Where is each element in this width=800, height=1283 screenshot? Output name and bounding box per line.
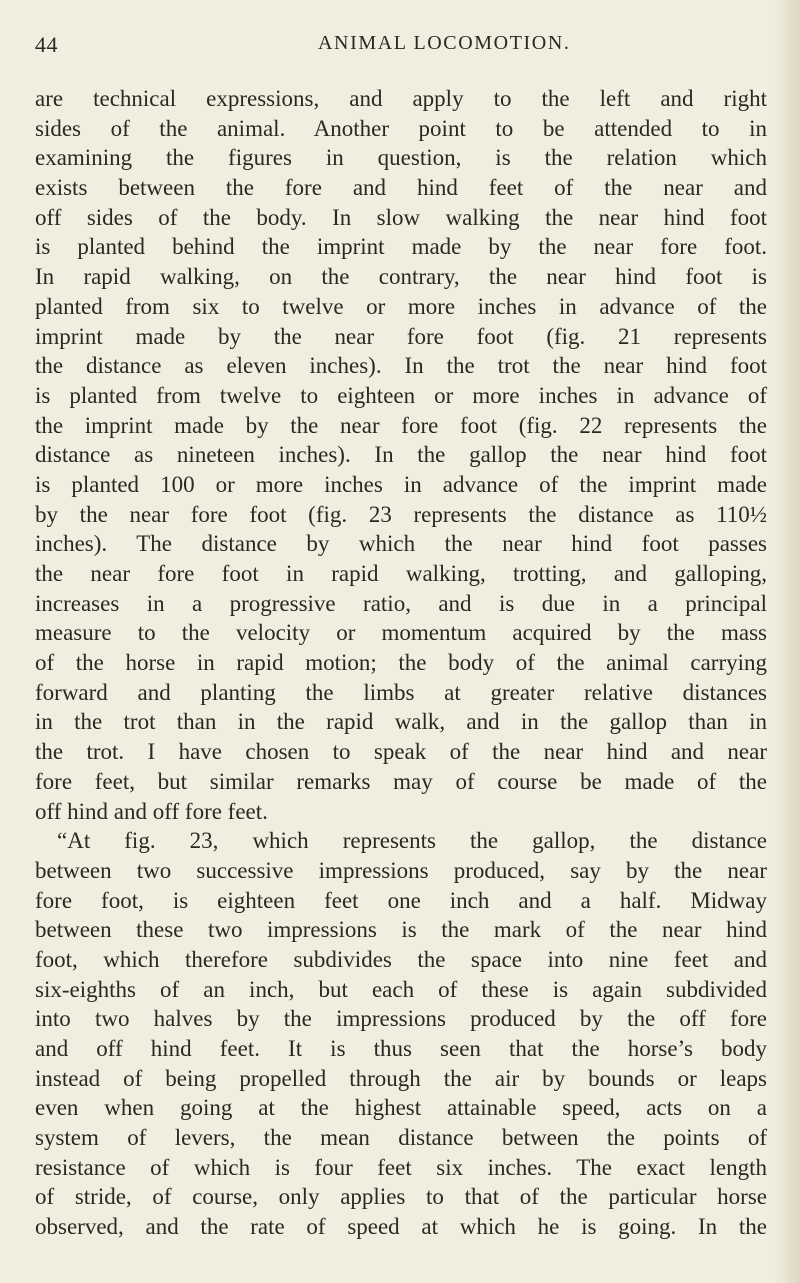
text-line: between these two impressions is the mark of the near hind [35,917,767,943]
text-line: the near fore foot in rapid walking, trotting, and galloping, [35,561,767,586]
text-line: distance as nineteen inches). In the gallop the near hind foot [35,442,767,468]
text-line: are technical expressions, and apply to the left and right [35,86,767,111]
text-line: imprint made by the near fore foot (fig. 21 represents [35,323,767,349]
text-line: resistance of which is four feet six inches. The exact length [35,1154,767,1180]
text-line: and off hind feet. It is thus seen that the horse’s body [35,1036,767,1061]
text-line: is planted from twelve to eighteen or more inches in advance of [35,382,767,408]
text-line: between two successive impressions produced, say by the near [35,857,767,883]
text-line: instead of being propelled through the air by bounds or leaps [35,1065,767,1091]
text-line: system of levers, the mean distance between the points of [35,1125,767,1151]
text-line: even when going at the highest attainable speed, acts on a [35,1095,767,1121]
text-line: In rapid walking, on the contrary, the near hind foot is [35,264,767,290]
text-line: foot, which therefore subdivides the space into nine feet and [35,946,767,972]
text-line: observed, and the rate of speed at which he is going. In the [35,1214,767,1240]
text-line: fore foot, is eighteen feet one inch and a half. Midway [35,887,767,913]
text-line: in the trot than in the rapid walk, and in the gallop than in [35,709,767,735]
body-text [35,84,767,1242]
text-line: off sides of the body. In slow walking the near hind foot [35,204,767,230]
text-line: the imprint made by the near fore foot (fig. 22 represents the [35,412,767,438]
text-line: of stride, of course, only applies to that of the particular horse [35,1184,767,1210]
quote-start-line: “At fig. 23, which represents the gallop, the distance [57,828,767,854]
text-line: inches). The distance by which the near hind foot passes [35,531,767,557]
text-line: the trot. I have chosen to speak of the near hind and near [35,739,767,765]
text-line: exists between the fore and hind feet of the near and [35,175,767,201]
text-line: examining the figures in question, is the relation which [35,145,767,171]
text-line: forward and planting the limbs at greater relative distances [35,679,767,705]
text-line: planted from six to twelve or more inches in advance of the [35,293,767,319]
page-number: 44 [35,32,58,57]
page-edge-shadow [774,0,800,1283]
text-line: of the horse in rapid motion; the body of the animal carrying [35,650,767,676]
text-line: is planted 100 or more inches in advance of the imprint made [35,471,767,497]
text-line: into two halves by the impressions produced by the off fore [35,1006,767,1032]
text-line: the distance as eleven inches). In the trot the near hind foot [35,353,767,379]
text-line: measure to the velocity or momentum acquired by the mass [35,620,767,646]
running-head [0,28,800,68]
text-line: is planted behind the imprint made by the near fore foot. [35,234,767,260]
text-line: fore feet, but similar remarks may of course be made of the [35,768,767,794]
text-line: increases in a progressive ratio, and is due in a principal [35,590,767,616]
paragraph-end-line: off hind and off fore feet. [35,798,268,824]
running-title: ANIMAL LOCOMOTION. [318,32,571,54]
text-line: six-eighths of an inch, but each of these is again subdivided [35,976,767,1002]
text-line: by the near fore foot (fig. 23 represents the distance as 110½ [35,501,767,527]
text-line: sides of the animal. Another point to be attended to in [35,115,767,141]
